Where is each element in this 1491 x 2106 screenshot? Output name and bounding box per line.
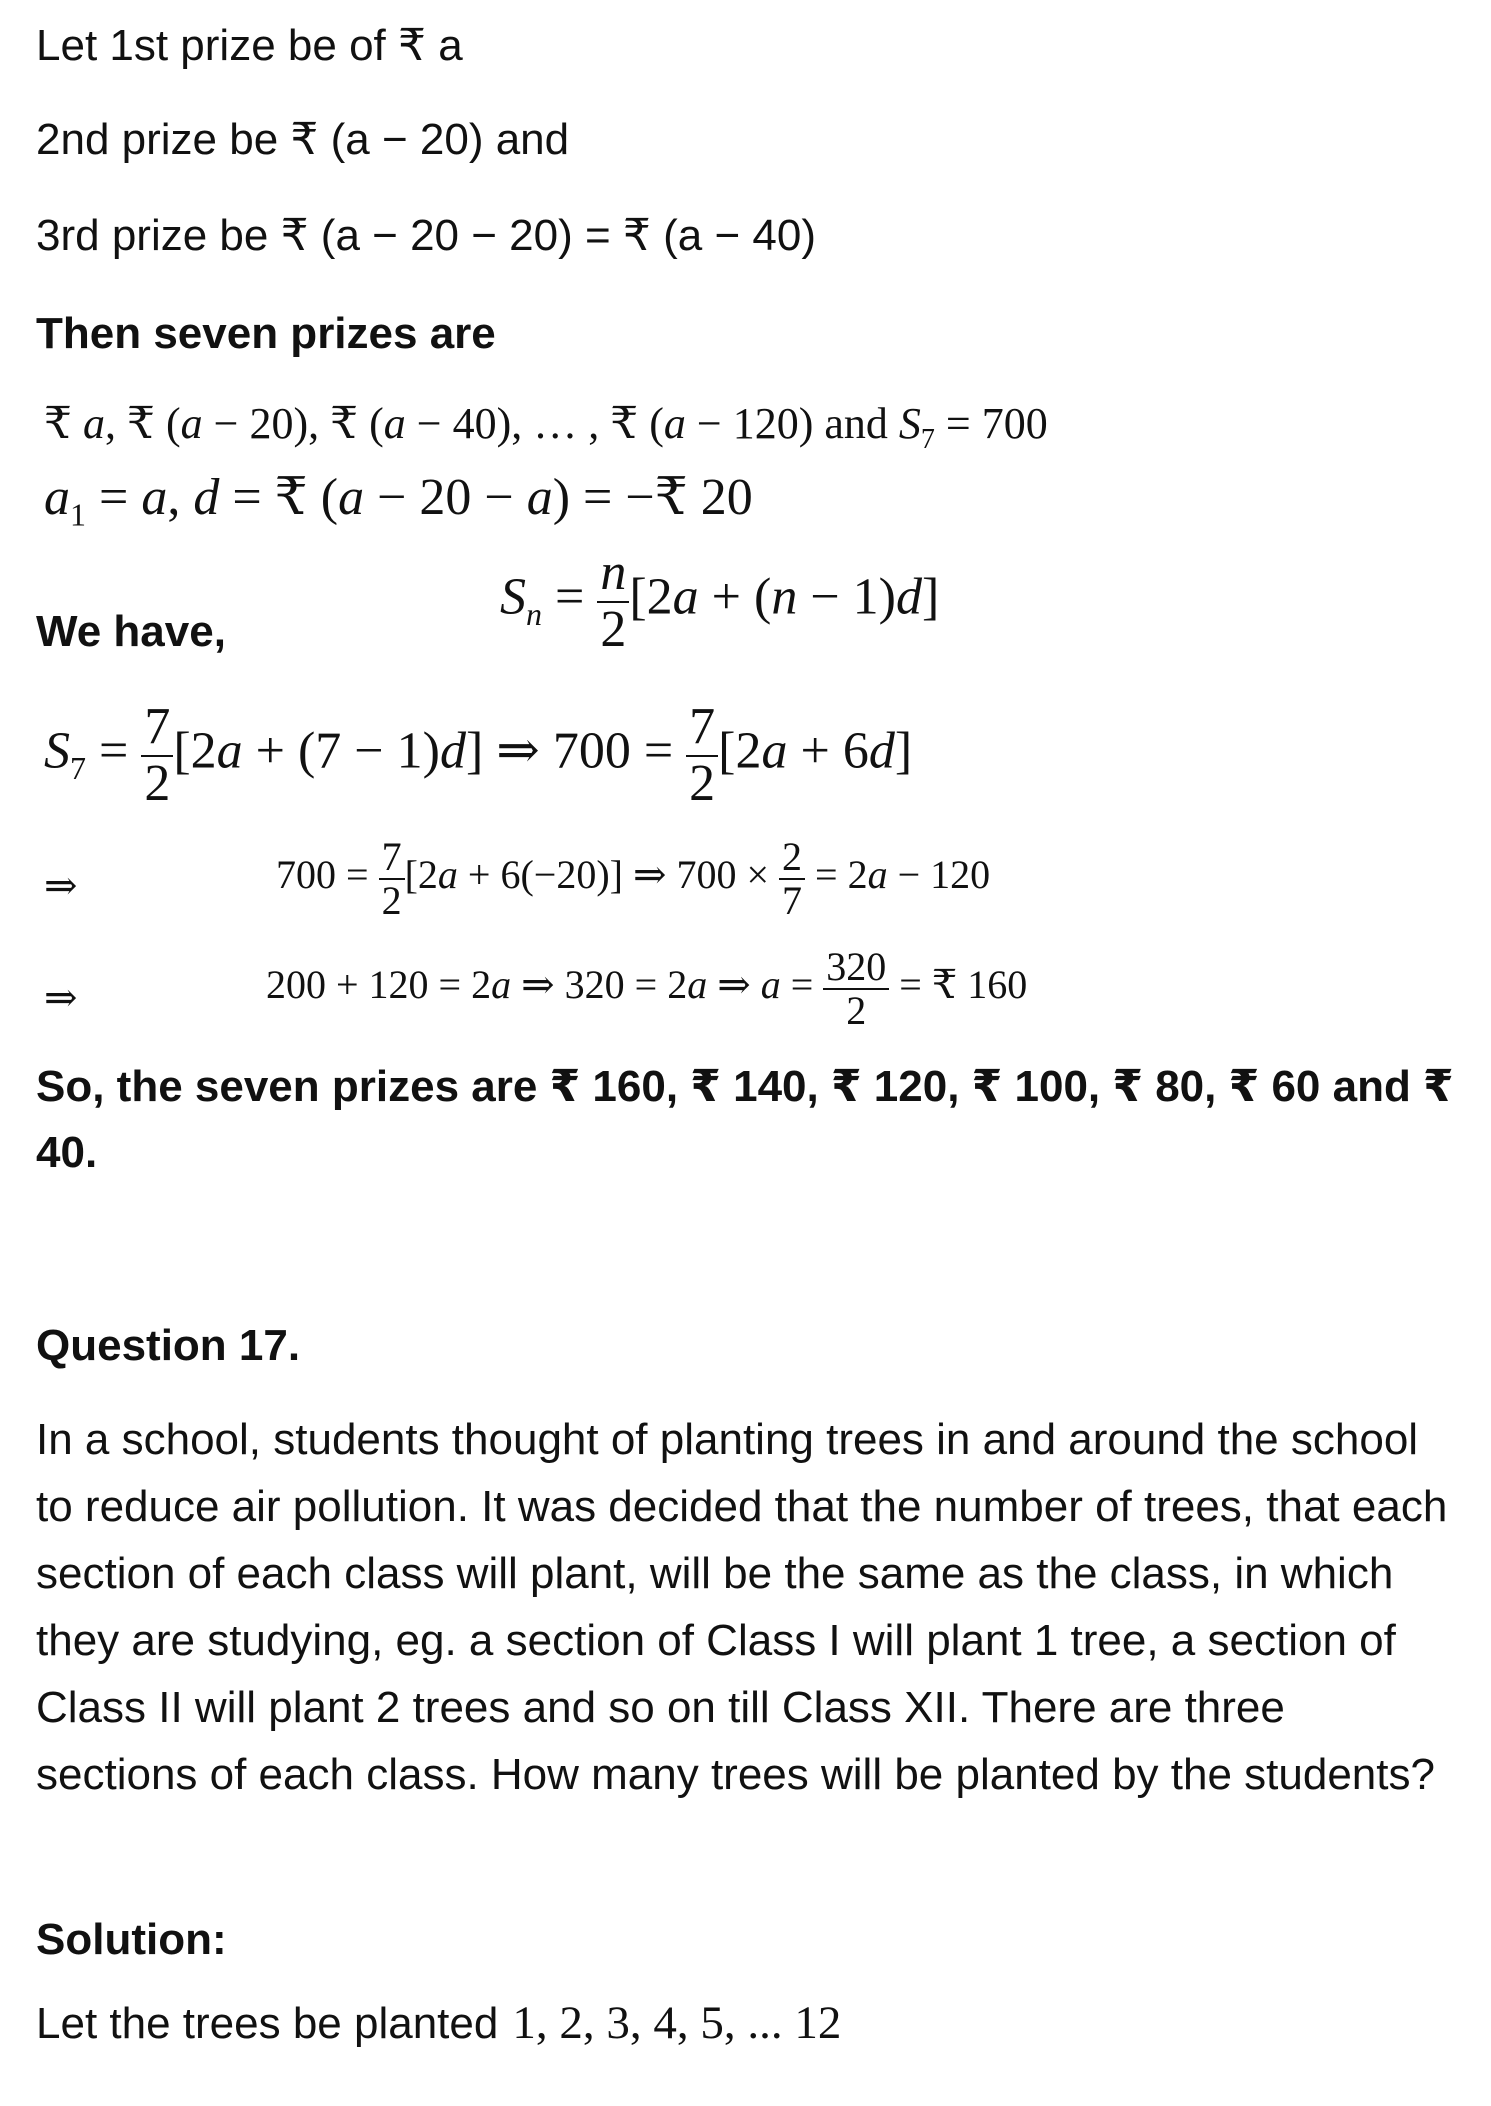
text-we-have: We have, bbox=[36, 607, 226, 656]
solution-intro-line bbox=[36, 1997, 842, 2049]
text-line-third-prize: 3rd prize be ₹ (a − 20 − 20) = ₹ (a − 40) bbox=[36, 211, 816, 260]
fraction-7-over-2-c: $\frac{7}{2}$ bbox=[379, 836, 405, 922]
question-heading: Question 17. bbox=[36, 1321, 301, 1370]
solution-sequence: 1, 2, 3, 4, 5, ... 12 bbox=[512, 1997, 842, 2049]
implies-arrow-1: ⇒ bbox=[44, 863, 78, 908]
math-step-substitute-d: 700 = $\frac{7}{2}$ [2a + 6(−20)] ⇒ 700 × $\frac{2}{7}$ = 2a − 120 bbox=[276, 834, 991, 923]
text-line-second-prize: 2nd prize be ₹ (a − 20) and bbox=[36, 115, 570, 164]
fraction-2-over-7: $\frac{2}{7}$ bbox=[779, 836, 805, 922]
math-sum-formula: $S_n$ = $\frac{n}{2}$ [2a + (n − 1)d] bbox=[500, 544, 940, 658]
implies-arrow-2: ⇒ bbox=[44, 975, 78, 1020]
fraction-320-over-2: $\frac{320}{2}$ bbox=[823, 946, 889, 1032]
fraction-n-over-2: $\frac{n}{2}$ bbox=[597, 546, 629, 657]
fraction-7-over-2-b: $\frac{7}{2}$ bbox=[686, 700, 718, 811]
text-line-then-seven-prizes: Then seven prizes are bbox=[36, 309, 496, 358]
solution-heading: Solution: bbox=[36, 1915, 227, 1964]
math-prize-sequence: ₹ a, ₹ (a − 20), ₹ (a − 40), … , ₹ (a − 120) and $S_7 = 700$ bbox=[44, 399, 1048, 455]
text-conclusion: So, the seven prizes are ₹ 160, ₹ 140, ₹ 120, ₹ 100, ₹ 80, ₹ 60 and ₹ 40. bbox=[36, 1062, 1454, 1177]
text-line-first-prize: Let 1st prize be of ₹ a bbox=[36, 21, 463, 70]
math-first-term-difference: $a_1 = a$, d = ₹ (a − 20 − a) = −₹ 20 bbox=[44, 469, 753, 533]
fraction-7-over-2: $\frac{7}{2}$ bbox=[141, 700, 173, 811]
question-text: In a school, students thought of planting trees in and around the school to reduce air pollution. It was decided that the number of trees, that each section of each class will plant, will be the same as the class, in which they are studying, eg. a section of Class I will plant 1 tree, a section of Class II will plant 2 trees and so on till Class XII. There are three sections of each class. How many trees will be planted by the students? bbox=[36, 1415, 1448, 1799]
solution-intro-text: Let the trees be planted bbox=[36, 1999, 499, 2048]
math-step-solve-a: 200 + 120 = 2a ⇒ 320 = 2a ⇒ a = $\frac{320}{2}$ = ₹ 160 bbox=[266, 944, 1028, 1033]
math-s7-equation: $S_7$ = $\frac{7}{2}$ [2a + (7 − 1)d] ⇒ 700 = $\frac{7}{2}$ [2a + 6d] bbox=[44, 698, 913, 812]
